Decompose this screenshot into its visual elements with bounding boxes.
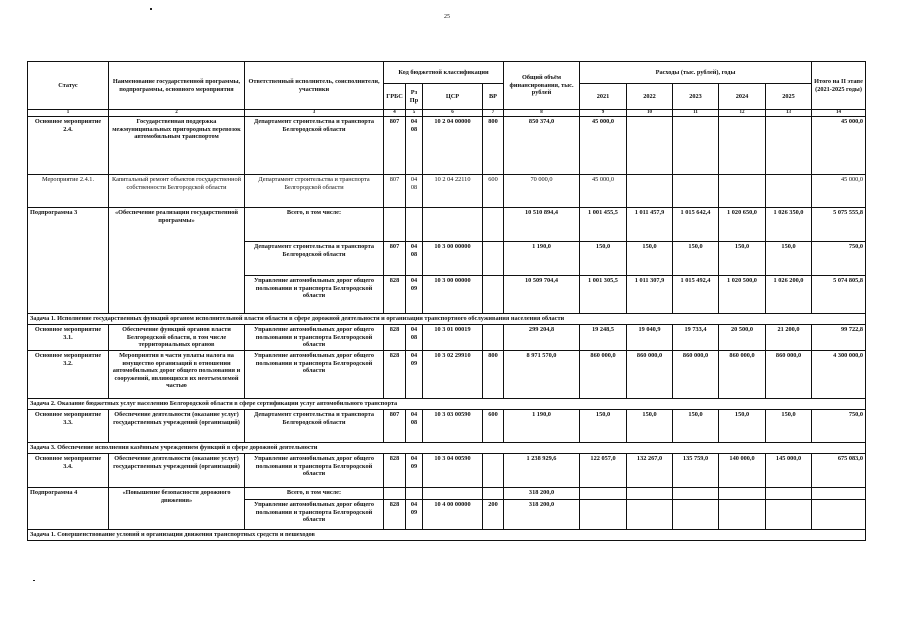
year-2022-cell: 150,0 (627, 410, 673, 443)
total-cell: 10 510 894,4 (504, 208, 580, 242)
year-2025-cell (766, 117, 812, 175)
vr-cell (483, 242, 504, 276)
year-2024-cell: 20 500,0 (719, 325, 766, 351)
header-budget-code: Код бюджетной классификации (384, 62, 504, 84)
header-rzpr: Рз Пр (406, 84, 423, 110)
year-2023-cell (673, 488, 719, 500)
year-2022-cell: 19 040,9 (627, 325, 673, 351)
grbs-cell: 828 (384, 500, 406, 530)
status-cell: Основное мероприятие 2.4. (28, 117, 109, 175)
name-cell: Обеспечение деятельности (оказание услуг) государственных учреждений (организаций) (109, 410, 245, 443)
executor-cell: Всего, в том числе: (245, 488, 384, 500)
year-2025-cell: 150,0 (766, 410, 812, 443)
total-cell: 1 190,0 (504, 410, 580, 443)
executor-cell: Всего, в том числе: (245, 208, 384, 242)
stage-total-cell: 99 722,8 (812, 325, 866, 351)
header-grbs: ГРБС (384, 84, 406, 110)
year-2024-cell: 1 020 500,0 (719, 276, 766, 314)
header-expenses: Расходы (тыс. рублей), годы (580, 62, 812, 84)
grbs-cell: 807 (384, 242, 406, 276)
total-cell: 1 190,0 (504, 242, 580, 276)
rzpr-cell (406, 488, 423, 500)
csr-cell (423, 208, 483, 242)
year-2025-cell (766, 175, 812, 208)
executor-cell: Департамент строительства и транспорта Белгородской области (245, 242, 384, 276)
year-2023-cell (673, 175, 719, 208)
rzpr-cell: 04 08 (406, 242, 423, 276)
vr-cell (483, 454, 504, 488)
header-year-2023: 2023 (673, 84, 719, 110)
header-year-2021: 2021 (580, 84, 627, 110)
year-2022-cell: 150,0 (627, 242, 673, 276)
year-2022-cell (627, 117, 673, 175)
executor-cell: Управление автомобильных дорог общего пользования и транспорта Белгородской области (245, 351, 384, 399)
year-2025-cell: 860 000,0 (766, 351, 812, 399)
grbs-cell (384, 208, 406, 242)
header-status: Статус (28, 62, 109, 110)
header-csr: ЦСР (423, 84, 483, 110)
vr-cell (483, 276, 504, 314)
rzpr-cell (406, 208, 423, 242)
year-2024-cell (719, 117, 766, 175)
budget-table (27, 61, 866, 541)
name-cell: «Обеспечение реализации государственной программы» (109, 208, 245, 314)
stage-total-cell: 5 075 555,8 (812, 208, 866, 242)
year-2022-cell (627, 488, 673, 500)
header-vr: ВР (483, 84, 504, 110)
year-2022-cell: 860 000,0 (627, 351, 673, 399)
task-heading: Задача 1. Совершенствование условий и организации движения транспортных средств и пешеходов (28, 530, 866, 541)
executor-cell: Департамент строительства и транспорта Белгородской области (245, 410, 384, 443)
rzpr-cell: 04 08 (406, 410, 423, 443)
column-number: 3 (245, 110, 384, 117)
year-2024-cell: 150,0 (719, 242, 766, 276)
year-2025-cell: 21 200,0 (766, 325, 812, 351)
year-2022-cell (627, 175, 673, 208)
year-2025-cell: 1 026 350,0 (766, 208, 812, 242)
table-row (28, 488, 866, 500)
vr-cell (483, 325, 504, 351)
column-number: 9 (580, 110, 627, 117)
csr-cell: 10 2 04 00000 (423, 117, 483, 175)
csr-cell: 10 3 00 00000 (423, 276, 483, 314)
year-2021-cell (580, 488, 627, 500)
total-cell: 318 200,0 (504, 488, 580, 500)
executor-cell: Управление автомобильных дорог общего пользования и транспорта Белгородской области (245, 454, 384, 488)
table-row (28, 208, 866, 242)
year-2025-cell: 150,0 (766, 242, 812, 276)
table-row (28, 325, 866, 351)
csr-cell: 10 2 04 22110 (423, 175, 483, 208)
total-cell: 318 200,0 (504, 500, 580, 530)
executor-cell: Управление автомобильных дорог общего пользования и транспорта Белгородской области (245, 276, 384, 314)
vr-cell (483, 208, 504, 242)
header-stage-total: Итого на II этапе (2021-2025 годы) (812, 62, 866, 110)
rzpr-cell: 04 09 (406, 351, 423, 399)
year-2022-cell: 1 011 457,9 (627, 208, 673, 242)
year-2021-cell (580, 500, 627, 530)
year-2024-cell: 150,0 (719, 410, 766, 443)
total-cell: 1 238 929,6 (504, 454, 580, 488)
year-2024-cell: 140 000,0 (719, 454, 766, 488)
year-2022-cell (627, 500, 673, 530)
grbs-cell: 828 (384, 351, 406, 399)
status-cell: Основное мероприятие 3.4. (28, 454, 109, 488)
stage-total-cell: 750,0 (812, 242, 866, 276)
stage-total-cell: 45 000,0 (812, 175, 866, 208)
vr-cell (483, 488, 504, 500)
name-cell: Обеспечение функций органов власти Белгородской области, в том числе территориальных органов (109, 325, 245, 351)
grbs-cell: 807 (384, 175, 406, 208)
stage-total-cell: 4 300 000,0 (812, 351, 866, 399)
total-cell: 10 509 704,4 (504, 276, 580, 314)
stage-total-cell: 5 074 805,8 (812, 276, 866, 314)
task-row (28, 530, 866, 541)
year-2023-cell: 150,0 (673, 242, 719, 276)
grbs-cell: 807 (384, 410, 406, 443)
header-year-2024: 2024 (719, 84, 766, 110)
year-2024-cell (719, 175, 766, 208)
stage-total-cell (812, 500, 866, 530)
year-2021-cell: 150,0 (580, 242, 627, 276)
year-2025-cell (766, 500, 812, 530)
stage-total-cell: 675 083,0 (812, 454, 866, 488)
table-row (28, 454, 866, 488)
csr-cell: 10 3 03 00590 (423, 410, 483, 443)
year-2023-cell: 135 759,0 (673, 454, 719, 488)
status-cell: Мероприятие 2.4.1. (28, 175, 109, 208)
year-2021-cell: 1 001 455,5 (580, 208, 627, 242)
name-cell: «Повышение безопасности дорожного движения» (109, 488, 245, 530)
vr-cell: 600 (483, 175, 504, 208)
status-cell: Основное мероприятие 3.2. (28, 351, 109, 399)
grbs-cell: 828 (384, 454, 406, 488)
column-number: 1 (28, 110, 109, 117)
header-year-2022: 2022 (627, 84, 673, 110)
year-2021-cell: 45 000,0 (580, 175, 627, 208)
total-cell: 850 374,0 (504, 117, 580, 175)
table-row (28, 410, 866, 443)
year-2025-cell: 145 000,0 (766, 454, 812, 488)
column-number: 11 (673, 110, 719, 117)
task-heading: Задача 3. Обеспечение исполнения казённым учреждением функций в сфере дорожной деятельности (28, 443, 866, 454)
page-number: 25 (444, 14, 450, 20)
task-heading: Задача 1. Исполнение государственных функций органом исполнительной власти области в сфере дорожной деятельности и организации транспортного обслуживания населения области (28, 314, 866, 325)
status-cell: Подпрограмма 3 (28, 208, 109, 314)
csr-cell: 10 4 00 00000 (423, 500, 483, 530)
column-number: 4 (384, 110, 406, 117)
task-row (28, 314, 866, 325)
year-2024-cell (719, 488, 766, 500)
scan-speck (33, 580, 35, 581)
header-total: Общий объём финансирования, тыс. рублей (504, 62, 580, 110)
csr-cell (423, 488, 483, 500)
status-cell: Основное мероприятие 3.1. (28, 325, 109, 351)
column-number: 10 (627, 110, 673, 117)
csr-cell: 10 3 04 00590 (423, 454, 483, 488)
grbs-cell (384, 488, 406, 500)
year-2021-cell: 1 001 305,5 (580, 276, 627, 314)
executor-cell: Департамент строительства и транспорта Белгородской области (245, 117, 384, 175)
year-2021-cell: 860 000,0 (580, 351, 627, 399)
status-cell: Основное мероприятие 3.3. (28, 410, 109, 443)
total-cell: 70 000,0 (504, 175, 580, 208)
year-2022-cell: 1 011 307,9 (627, 276, 673, 314)
task-heading: Задача 2. Оказание бюджетных услуг населению Белгородской области в сфере сертификации услуг автомобильного транспорта (28, 399, 866, 410)
year-2022-cell: 132 267,0 (627, 454, 673, 488)
vr-cell: 800 (483, 351, 504, 399)
year-2021-cell: 122 057,0 (580, 454, 627, 488)
rzpr-cell: 04 08 (406, 175, 423, 208)
column-number: 2 (109, 110, 245, 117)
vr-cell: 800 (483, 117, 504, 175)
year-2024-cell: 1 020 650,0 (719, 208, 766, 242)
name-cell: Мероприятия в части уплаты налога на имущество организаций в отношении автомобильных дорог общего пользования и сооружений, являющихся их неотъемлемой частью (109, 351, 245, 399)
header-year-2025: 2025 (766, 84, 812, 110)
rzpr-cell: 04 08 (406, 325, 423, 351)
executor-cell: Управление автомобильных дорог общего пользования и транспорта Белгородской области (245, 325, 384, 351)
year-2025-cell (766, 488, 812, 500)
header-name: Наименование государственной программы, подпрограммы, основного мероприятия (109, 62, 245, 110)
header-executor: Ответственный исполнитель, соисполнители, участники (245, 62, 384, 110)
executor-cell: Управление автомобильных дорог общего пользования и транспорта Белгородской области (245, 500, 384, 530)
executor-cell: Департамент строительства и транспорта Белгородской области (245, 175, 384, 208)
csr-cell: 10 3 01 00019 (423, 325, 483, 351)
rzpr-cell: 04 09 (406, 276, 423, 314)
year-2021-cell: 150,0 (580, 410, 627, 443)
grbs-cell: 807 (384, 117, 406, 175)
task-row (28, 399, 866, 410)
column-numbers-row (28, 110, 866, 117)
year-2023-cell: 860 000,0 (673, 351, 719, 399)
year-2023-cell (673, 500, 719, 530)
year-2024-cell (719, 500, 766, 530)
table-row (28, 351, 866, 399)
column-number: 12 (719, 110, 766, 117)
name-cell: Капитальный ремонт объектов государственной собственности Белгородской области (109, 175, 245, 208)
scan-speck (150, 8, 152, 10)
column-number: 8 (504, 110, 580, 117)
grbs-cell: 828 (384, 325, 406, 351)
year-2021-cell: 45 000,0 (580, 117, 627, 175)
column-number: 7 (483, 110, 504, 117)
task-row (28, 443, 866, 454)
year-2023-cell: 1 015 492,4 (673, 276, 719, 314)
column-number: 13 (766, 110, 812, 117)
table-row (28, 117, 866, 175)
year-2023-cell (673, 117, 719, 175)
total-cell: 8 971 570,0 (504, 351, 580, 399)
name-cell: Государственная поддержка межмуниципальных пригородных перевозок автомобильным транспортом (109, 117, 245, 175)
csr-cell: 10 3 02 29910 (423, 351, 483, 399)
year-2025-cell: 1 026 200,0 (766, 276, 812, 314)
rzpr-cell: 04 08 (406, 117, 423, 175)
total-cell: 299 204,8 (504, 325, 580, 351)
name-cell: Обеспечение деятельности (оказание услуг) государственных учреждений (организаций) (109, 454, 245, 488)
year-2023-cell: 1 015 642,4 (673, 208, 719, 242)
stage-total-cell: 750,0 (812, 410, 866, 443)
column-number: 6 (423, 110, 483, 117)
year-2024-cell: 860 000,0 (719, 351, 766, 399)
year-2023-cell: 150,0 (673, 410, 719, 443)
rzpr-cell: 04 09 (406, 500, 423, 530)
table-row (28, 175, 866, 208)
vr-cell: 200 (483, 500, 504, 530)
stage-total-cell: 45 000,0 (812, 117, 866, 175)
grbs-cell: 828 (384, 276, 406, 314)
csr-cell: 10 3 00 00000 (423, 242, 483, 276)
year-2023-cell: 19 733,4 (673, 325, 719, 351)
vr-cell: 600 (483, 410, 504, 443)
stage-total-cell (812, 488, 866, 500)
column-number: 14 (812, 110, 866, 117)
rzpr-cell: 04 09 (406, 454, 423, 488)
status-cell: Подпрограмма 4 (28, 488, 109, 530)
year-2021-cell: 19 248,5 (580, 325, 627, 351)
column-number: 5 (406, 110, 423, 117)
